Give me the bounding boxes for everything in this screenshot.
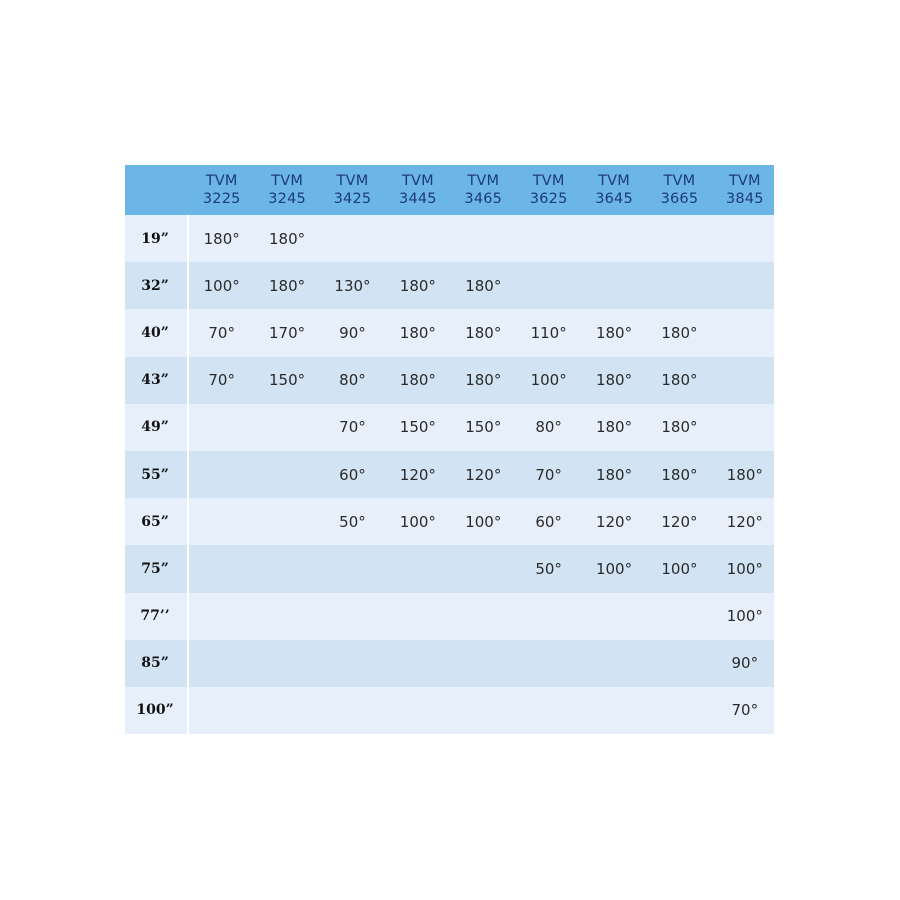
angle-cell: 100° bbox=[595, 559, 633, 578]
model-header bbox=[647, 165, 712, 215]
header-corner bbox=[125, 165, 189, 215]
table-row bbox=[125, 687, 774, 734]
model-header-line1: TVM bbox=[467, 173, 500, 189]
angle-cell: 70° bbox=[208, 323, 235, 342]
angle-cell: 100° bbox=[726, 559, 763, 578]
angle-cell: 80° bbox=[535, 418, 562, 437]
angle-cell: 70° bbox=[339, 418, 366, 437]
screen-size-label: 40” bbox=[125, 309, 189, 356]
angle-cell: 180° bbox=[203, 229, 240, 248]
model-header-line2: 3465 bbox=[464, 191, 503, 207]
angle-cell: 180° bbox=[399, 276, 436, 295]
model-header-line1: TVM bbox=[401, 173, 434, 189]
model-header-line1: TVM bbox=[271, 173, 304, 189]
model-header-line2: 3645 bbox=[595, 191, 633, 207]
angle-cell: 120° bbox=[595, 512, 633, 531]
angle-cell: 70° bbox=[535, 465, 562, 484]
table-row bbox=[125, 640, 774, 687]
screen-size-label: 65” bbox=[125, 498, 189, 545]
model-header bbox=[254, 165, 319, 215]
model-header bbox=[516, 165, 581, 215]
model-header-line2: 3665 bbox=[660, 191, 699, 207]
screen-size-label: 75” bbox=[125, 545, 189, 592]
model-header bbox=[189, 165, 254, 215]
model-header-line1: TVM bbox=[336, 173, 369, 189]
angle-cell: 80° bbox=[339, 371, 366, 390]
model-header bbox=[581, 165, 646, 215]
angle-cell: 180° bbox=[465, 371, 502, 390]
angle-cell: 90° bbox=[731, 654, 759, 673]
angle-cell: 100° bbox=[726, 607, 763, 626]
angle-cell: 60° bbox=[535, 512, 562, 531]
angle-cell: 180° bbox=[595, 323, 633, 342]
angle-cell: 180° bbox=[661, 465, 698, 484]
angle-cell: 100° bbox=[203, 276, 240, 295]
model-headers bbox=[189, 165, 778, 215]
angle-cell: 120° bbox=[726, 512, 763, 531]
table-row bbox=[125, 404, 774, 451]
screen-size-label: 77’’ bbox=[125, 593, 189, 640]
angle-cell: 100° bbox=[661, 559, 698, 578]
angle-cell: 180° bbox=[465, 323, 502, 342]
model-header bbox=[385, 165, 450, 215]
angle-cell: 180° bbox=[595, 418, 633, 437]
model-header-line1: TVM bbox=[532, 173, 565, 189]
model-header-line2: 3425 bbox=[333, 191, 372, 207]
angle-cell: 70° bbox=[731, 701, 759, 720]
model-header-line2: 3845 bbox=[725, 191, 764, 207]
screen-size-label: 55” bbox=[125, 451, 189, 498]
compatibility-table bbox=[125, 165, 774, 734]
screen-size-label: 100” bbox=[125, 687, 189, 734]
screen-size-label: 32” bbox=[125, 262, 189, 309]
angle-cell: 180° bbox=[269, 276, 306, 295]
table-row bbox=[125, 262, 774, 309]
angle-cell: 180° bbox=[595, 465, 633, 484]
angle-cell: 180° bbox=[661, 418, 698, 437]
table-row bbox=[125, 215, 774, 262]
angle-cell: 170° bbox=[269, 323, 306, 342]
angle-cell: 180° bbox=[595, 371, 633, 390]
table-row bbox=[125, 309, 774, 356]
table-body bbox=[125, 215, 774, 734]
angle-cell: 50° bbox=[339, 512, 366, 531]
model-header-line1: TVM bbox=[663, 173, 696, 189]
angle-cell: 180° bbox=[661, 371, 698, 390]
screen-size-label: 85” bbox=[125, 640, 189, 687]
angle-cell: 180° bbox=[465, 276, 502, 295]
angle-cell: 180° bbox=[661, 323, 698, 342]
table-row bbox=[125, 451, 774, 498]
screen-size-label: 49” bbox=[125, 404, 189, 451]
model-header-line2: 3625 bbox=[529, 191, 568, 207]
model-header-line2: 3245 bbox=[268, 191, 306, 207]
angle-cell: 120° bbox=[661, 512, 698, 531]
table-row bbox=[125, 545, 774, 592]
angle-cell: 50° bbox=[535, 559, 562, 578]
model-header bbox=[320, 165, 385, 215]
angle-cell: 180° bbox=[399, 371, 436, 390]
angle-cell: 180° bbox=[269, 229, 306, 248]
angle-cell: 110° bbox=[530, 323, 567, 342]
table-row bbox=[125, 498, 774, 545]
table-row bbox=[125, 357, 774, 404]
table-header bbox=[125, 165, 774, 215]
angle-cell: 130° bbox=[334, 276, 371, 295]
screen-size-label: 19” bbox=[125, 215, 189, 262]
angle-cell: 150° bbox=[465, 418, 502, 437]
model-header-line2: 3445 bbox=[399, 191, 437, 207]
angle-cell: 100° bbox=[465, 512, 502, 531]
model-header bbox=[712, 165, 777, 215]
angle-cell: 120° bbox=[399, 465, 436, 484]
screen-size-label: 43” bbox=[125, 357, 189, 404]
model-header-line2: 3225 bbox=[202, 191, 241, 207]
angle-cell: 90° bbox=[339, 323, 366, 342]
angle-cell: 70° bbox=[208, 371, 235, 390]
table-row bbox=[125, 593, 774, 640]
model-header-line1: TVM bbox=[728, 173, 761, 189]
angle-cell: 180° bbox=[399, 323, 436, 342]
angle-cell: 150° bbox=[269, 371, 306, 390]
angle-cell: 100° bbox=[530, 371, 567, 390]
model-header-line1: TVM bbox=[598, 173, 630, 189]
angle-cell: 150° bbox=[399, 418, 436, 437]
model-header bbox=[451, 165, 516, 215]
angle-cell: 100° bbox=[399, 512, 436, 531]
angle-cell: 120° bbox=[465, 465, 502, 484]
angle-cell: 60° bbox=[339, 465, 366, 484]
model-header-line1: TVM bbox=[205, 173, 238, 189]
angle-cell: 180° bbox=[726, 465, 763, 484]
